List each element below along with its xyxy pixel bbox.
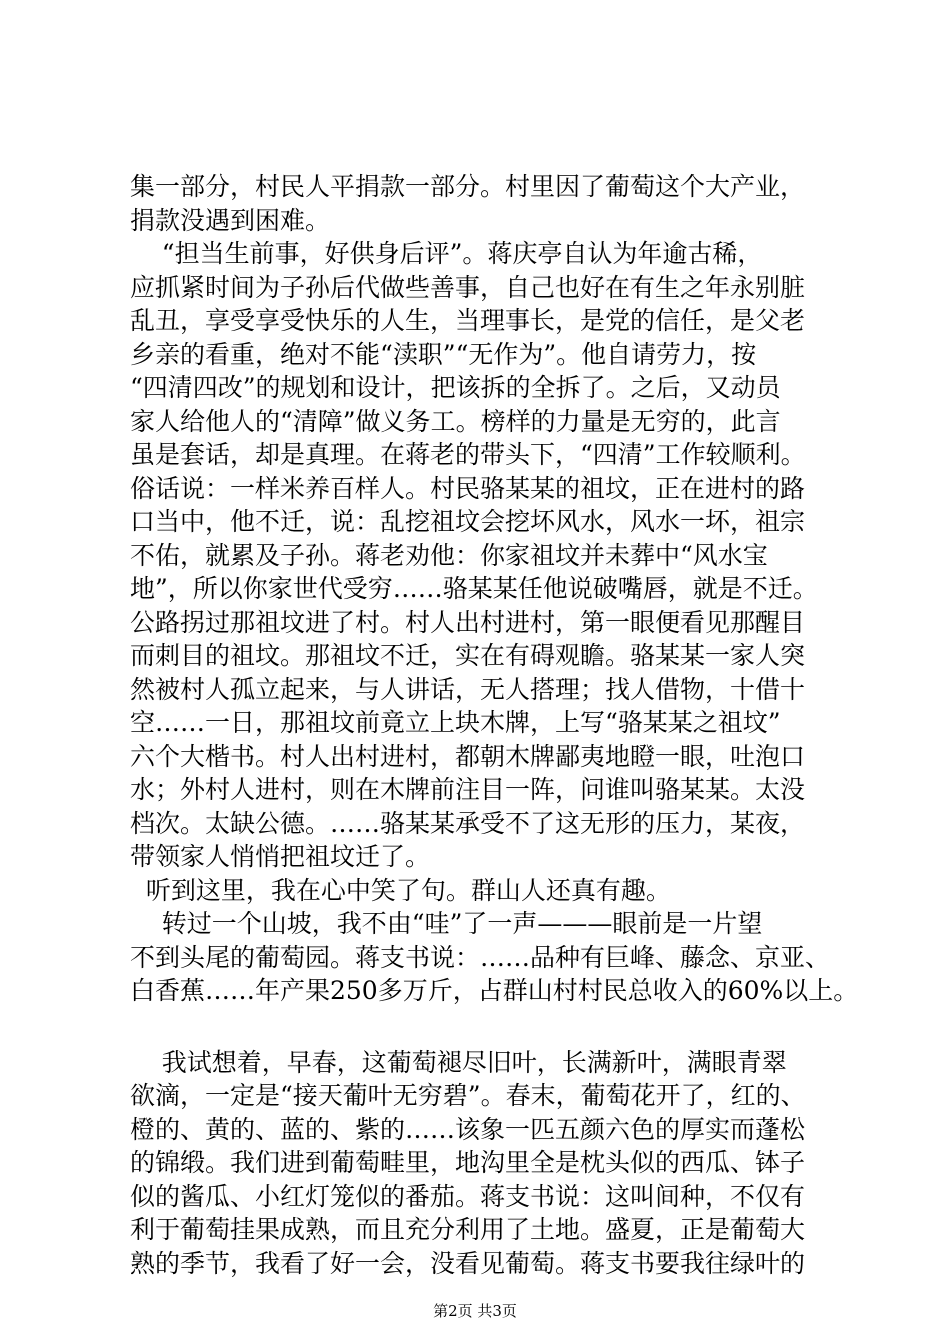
text-line: 橙的、黄的、蓝的、紫的……该象一匹五颜六色的厚实而蓬松 <box>130 1114 806 1144</box>
text-line: 不到头尾的葡萄园。蒋支书说：……品种有巨峰、藤念、京亚、 <box>130 942 831 972</box>
text-line: 档次。太缺公德。……骆某某承受不了这无形的压力，某夜， <box>130 808 806 838</box>
text-line: 不佑，就累及子孙。蒋老劝他：你家祖坟并未葬中“风水宝 <box>130 540 768 570</box>
text-line: “担当生前事，好供身后评”。蒋庆亭自认为年逾古稀， <box>130 239 763 268</box>
text-line: 集一部分，村民人平捐款一部分。村里因了葡萄这个大产业， <box>130 172 806 201</box>
text-line: 带领家人悄悄把祖坟迁了。 <box>130 842 431 871</box>
text-line: 俗话说：一样米养百样人。村民骆某某的祖坟，正在进村的路 <box>130 473 806 503</box>
text-line: 而刺目的祖坟。那祖坟不迁，实在有碍观瞻。骆某某一家人突 <box>130 641 806 670</box>
text-line: 熟的季节，我看了好一会，没看见葡萄。蒋支书要我往绿叶的 <box>130 1248 806 1278</box>
text-line: 空……一日，那祖坟前竟立上块木牌，上写“骆某某之祖坟” <box>130 708 781 737</box>
text-line: 白香蕉……年产果250多万斤，占群山村村民总收入的60%以上。 <box>130 976 859 1005</box>
text-line: 应抓紧时间为子孙后代做些善事，自己也好在有生之年永别脏 <box>130 272 806 302</box>
body-text <box>130 170 859 1280</box>
text-line: 转过一个山坡，我不由“哇”了一声———眼前是一片望 <box>130 909 763 938</box>
paragraph-gap <box>130 1008 850 1046</box>
text-line: 乱丑，享受享受快乐的人生，当理事长，是党的信任，是父老 <box>130 306 806 335</box>
text-line: 虽是套话，却是真理。在蒋老的带头下，“四清”工作较顺利。 <box>130 440 806 469</box>
text-line: 似的酱瓜、小红灯笼似的番茄。蒋支书说：这叫间种，不仅有 <box>130 1181 806 1211</box>
text-line: 地”，所以你家世代受穷……骆某某任他说破嘴唇，就是不迁。 <box>130 574 818 603</box>
text-line: 六个大楷书。村人出村进村，都朝木牌鄙夷地瞪一眼，吐泡口 <box>130 741 806 771</box>
text-line: 听到这里，我在心中笑了句。群山人还真有趣。 <box>130 875 671 905</box>
text-line: 乡亲的看重，绝对不能“渎职”“无作为”。他自请劳力，按 <box>130 339 757 369</box>
page-footer: 第2页 共3页 <box>433 1302 517 1320</box>
text-line: 利于葡萄挂果成熟，而且充分利用了土地。盛夏，正是葡萄大 <box>130 1215 806 1244</box>
text-line: 口当中，他不迁，说：乱挖祖坟会挖坏风水，风水一坏，祖宗 <box>130 507 806 536</box>
text-line: 然被村人孤立起来，与人讲话，无人搭理；找人借物，十借十 <box>130 674 806 704</box>
text-line: 欲滴，一定是“接天葡叶无穷碧”。春末，葡萄花开了，红的、 <box>130 1081 806 1110</box>
text-line: 公路拐过那祖坟进了村。村人出村进村，第一眼便看见那醒目 <box>130 607 806 637</box>
text-line: 水；外村人进村，则在木牌前注目一阵，问谁叫骆某某。太没 <box>130 775 806 804</box>
text-line: “四清四改”的规划和设计，把该拆的全拆了。之后，又动员 <box>130 373 781 402</box>
text-line: 我试想着，早春，这葡萄褪尽旧叶，长满新叶，满眼青翠 <box>130 1047 787 1077</box>
text-line: 捐款没遇到困难。 <box>130 205 331 235</box>
text-line: 家人给他人的“清障”做义务工。榜样的力量是无穷的，此言 <box>130 406 781 436</box>
text-line: 的锦缎。我们进到葡萄畦里，地沟里全是枕头似的西瓜、钵子 <box>130 1148 806 1177</box>
